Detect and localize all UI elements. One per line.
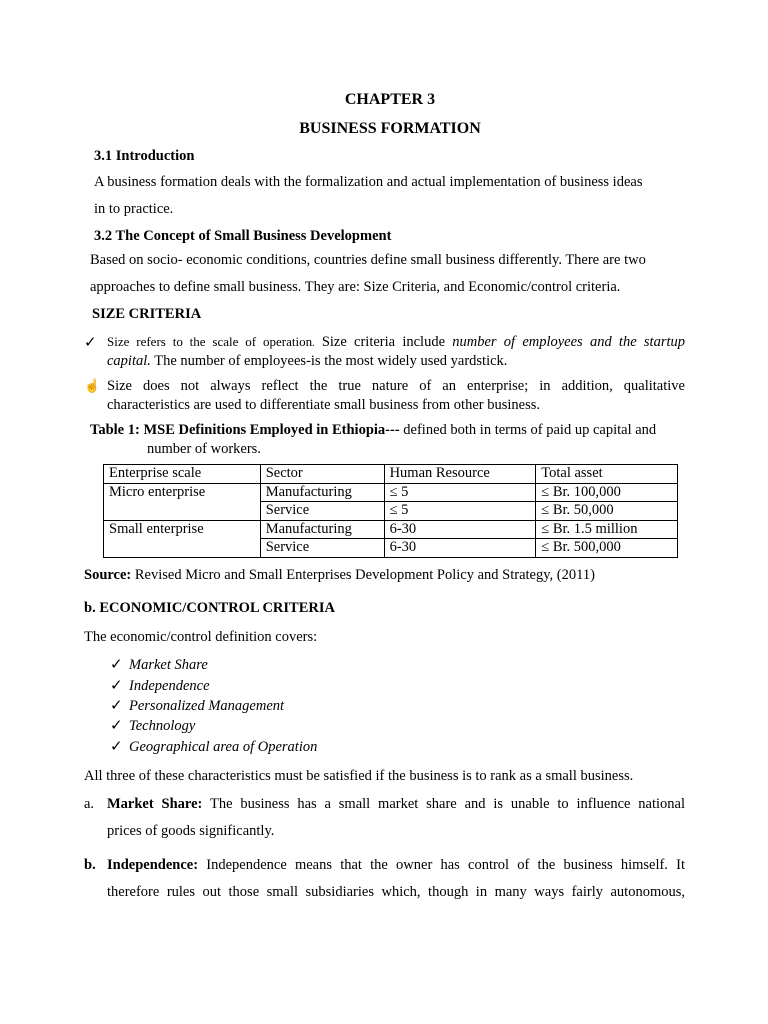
table-1-caption-line-2: number of workers.: [147, 441, 261, 457]
table-header-cell: Human Resource: [384, 465, 536, 484]
section-3-2-heading: 3.2 The Concept of Small Business Development: [94, 228, 392, 244]
check-icon: ✓: [110, 657, 123, 673]
table-header-row: [104, 465, 678, 484]
table-cell: ≤ Br. 50,000: [536, 502, 678, 521]
list-marker: a.: [84, 796, 95, 812]
list-item: Independence: [129, 678, 210, 694]
market-share-line-2: prices of goods significantly.: [107, 823, 275, 839]
table-header-cell: Enterprise scale: [104, 465, 261, 484]
table-cell: Service: [260, 502, 384, 521]
size-bullet-1-line-2: capital. The number of employees-is the most widely used yardstick.: [107, 353, 508, 369]
economic-intro: The economic/control definition covers:: [84, 629, 318, 645]
table-cell: ≤ Br. 500,000: [536, 539, 678, 558]
table-cell: Manufacturing: [260, 520, 384, 539]
table-1-caption: Table 1: MSE Definitions Employed in Ethiopia--- defined both in terms of paid up capital and: [90, 422, 657, 438]
list-item: Market Share: [129, 657, 208, 673]
market-share-line-1: Market Share: The business has a small market share and is unable to influence national: [107, 796, 685, 812]
table-cell: 6-30: [384, 520, 536, 539]
size-bullet-1-line-1: Size refers to the scale of operation. Size criteria include number of employees and the startup: [107, 334, 685, 350]
section-3-2-line-2: approaches to define small business. They are: Size Criteria, and Economic/control criteria.: [90, 279, 621, 295]
section-3-1-line-2: in to practice.: [94, 201, 174, 217]
table-cell: ≤ Br. 100,000: [536, 483, 678, 502]
chapter-title: BUSINESS FORMATION: [299, 120, 481, 137]
check-icon: ✓: [110, 739, 123, 755]
table-cell: 6-30: [384, 539, 536, 558]
table-cell: [104, 502, 261, 521]
table-cell: Micro enterprise: [104, 483, 261, 502]
size-bullet-2-line-2: characteristics are used to differentiate small business from other business.: [107, 397, 540, 413]
table-row: [104, 539, 678, 558]
table-cell: ≤ 5: [384, 483, 536, 502]
size-bullet-2-line-1: Size does not always reflect the true nature of an enterprise; in addition, qualitative: [107, 378, 685, 394]
check-icon: ✓: [110, 678, 123, 694]
chapter-number: CHAPTER 3: [344, 91, 436, 108]
check-icon: ✓: [84, 335, 97, 351]
table-source: Source: Revised Micro and Small Enterprises Development Policy and Strategy, (2011): [84, 567, 595, 583]
section-3-1-line-1: A business formation deals with the formalization and actual implementation of business ideas: [94, 174, 643, 190]
table-row: [104, 502, 678, 521]
check-icon: ✓: [110, 718, 123, 734]
check-icon: ✓: [110, 698, 123, 714]
economic-summary: All three of these characteristics must be satisfied if the business is to rank as a small business.: [84, 768, 634, 784]
table-header-cell: Total asset: [536, 465, 678, 484]
table-header-cell: Sector: [260, 465, 384, 484]
table-cell: Small enterprise: [104, 520, 261, 539]
size-criteria-heading: SIZE CRITERIA: [92, 306, 202, 322]
list-marker: b.: [84, 857, 96, 873]
table-cell: ≤ 5: [384, 502, 536, 521]
table-cell: Service: [260, 539, 384, 558]
independence-line-1: Independence: Independence means that the owner has control of the business himself. It: [107, 857, 685, 873]
section-3-1-heading: 3.1 Introduction: [94, 148, 195, 164]
list-item: Personalized Management: [129, 698, 285, 714]
table-cell: ≤ Br. 1.5 million: [536, 520, 678, 539]
table-cell: Manufacturing: [260, 483, 384, 502]
table-row: [104, 483, 678, 502]
table-cell: [104, 539, 261, 558]
pointing-hand-icon: ☝: [84, 378, 101, 393]
list-item: Geographical area of Operation: [129, 739, 318, 755]
table-row: [104, 520, 678, 539]
economic-criteria-heading: b. ECONOMIC/CONTROL CRITERIA: [84, 600, 335, 616]
section-3-2-line-1: Based on socio- economic conditions, countries define small business differently. There are two: [90, 252, 646, 268]
mse-definitions-table: [103, 464, 678, 558]
independence-line-2: therefore rules out those small subsidiaries which, though in many ways fairly autonomous,: [107, 884, 685, 900]
list-item: Technology: [129, 718, 196, 734]
